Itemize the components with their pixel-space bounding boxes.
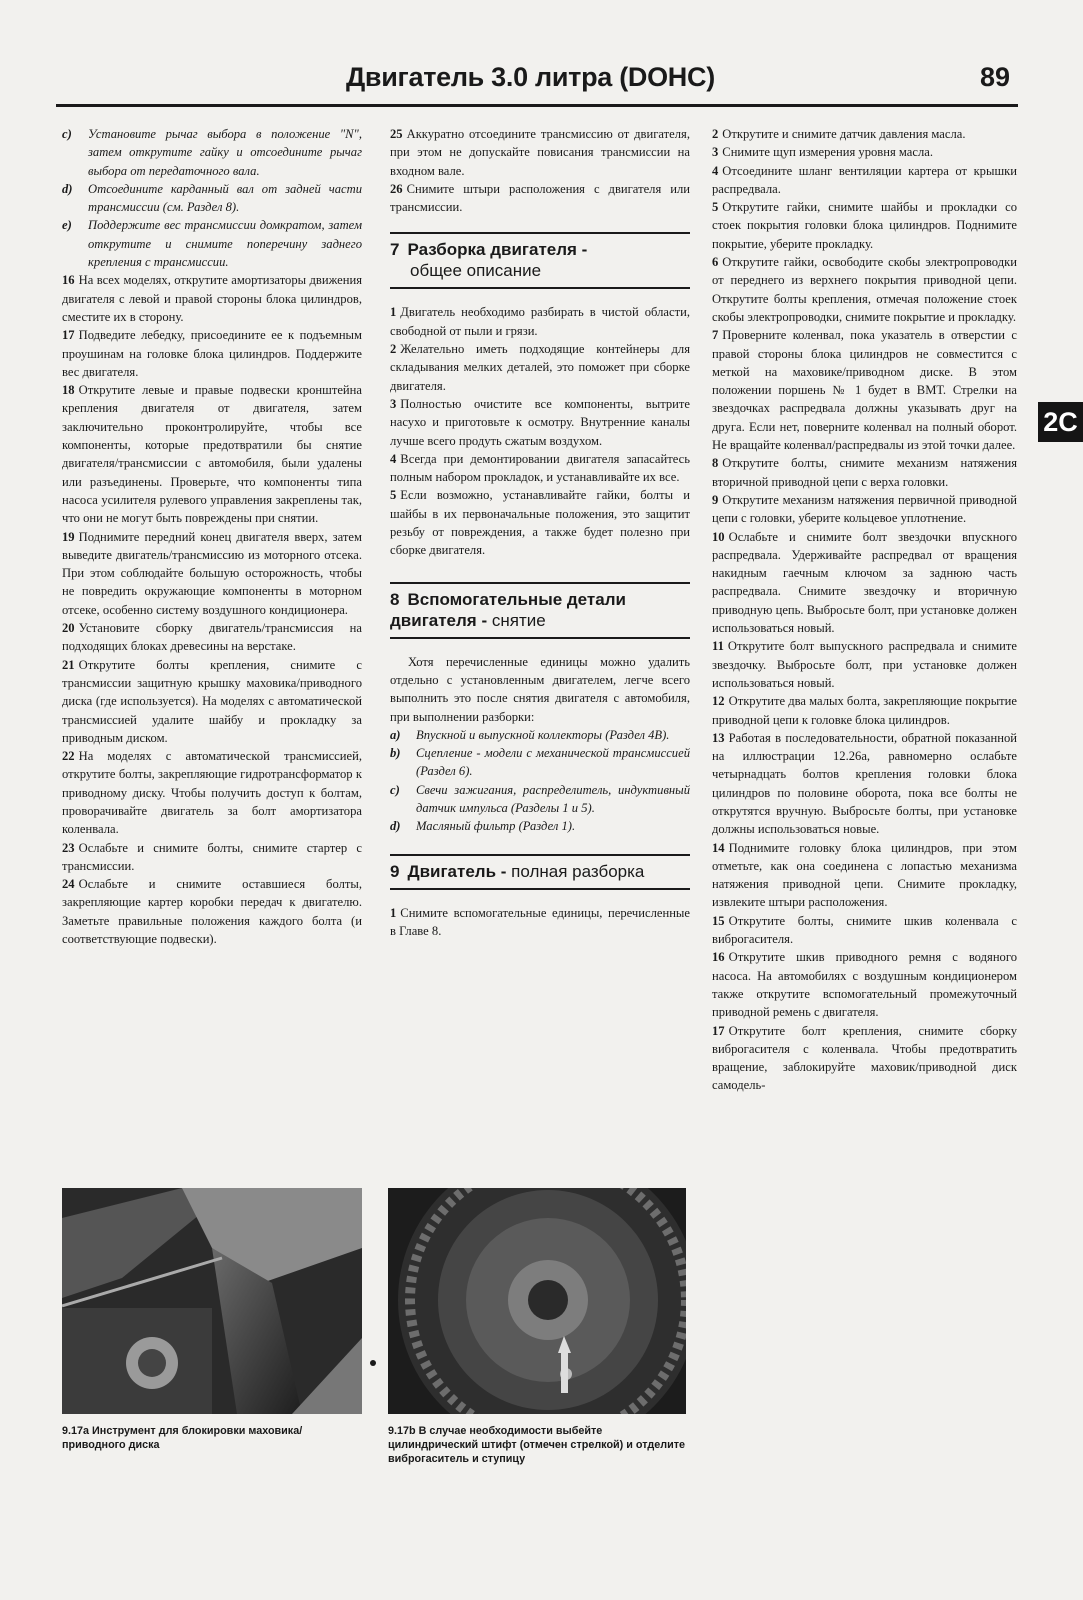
step-paragraph: 22 На моделях с автоматической трансмиссией, открутите болты, закрепляющие гидротрансформатор к приводному диску. Чтобы получить доступ к болтам, проворачивайте двигатель за болт амортизатора коленвала. bbox=[62, 749, 362, 837]
step-paragraph: 21 Открутите болты крепления, снимите с трансмиссии защитную крышку маховика/приводного диска (где используется). На моделях с автоматической трансмиссией удалите шайбу и прокладку за приводным диском. bbox=[62, 657, 362, 745]
step-paragraph: 17 Подведите лебедку, присоедините ее к подъемным проушинам на головке блока цилиндров. Поддержите вес двигателя. bbox=[62, 328, 362, 379]
section-heading-7: 7 Разборка двигателя - общее описание bbox=[390, 232, 690, 289]
step-paragraph: 12 Открутите два малых болта, закрепляющие покрытие приводной цепи к головке блока цилиндров. bbox=[712, 694, 1018, 727]
sub-item: b) Сцепление - модели с механической трансмиссией (Раздел 6). bbox=[390, 746, 690, 779]
step-paragraph: 5 Открутите гайки, снимите шайбы и прокладки со стоек покрытия головки блока цилиндров. Поднимите покрытие, уберите прокладку. bbox=[712, 200, 1017, 251]
step-paragraph: 6 Открутите гайки, освободите скобы электропроводки от переднего из верхнего покрытия приводной цепи. Открутите болты крепления, отмечая положение стоек скобы электропроводки, снимите покрытие и прокладку. bbox=[712, 255, 1017, 324]
photo-vibration-damper bbox=[388, 1188, 686, 1414]
sub-item: c) Свечи зажигания, распределитель, индуктивный датчик импульса (Разделы 1 и 5). bbox=[390, 782, 690, 816]
section-intro: Хотя перечисленные единицы можно удалить отдельно с установленным двигателем, легче всего выполнить это после снятия двигателя с автомобиля, при выполнении разборки: bbox=[390, 654, 690, 724]
step-paragraph: 24 Ослабьте и снимите оставшиеся болты, закрепляющие картер коробки передач к двигателю. Заметьте правильные положения каждого болта (и соответствующие подвески). bbox=[62, 877, 362, 947]
step-paragraph: 13 Работая в последовательности, обратной показанной на иллюстрации 12.26а, равномерно ослабьте четырнадцать болтов крепления головки блока цилиндров по половине оборота, пока все болты не открутятся вручную. Выбросьте болты, при установке должны использоваться новые. bbox=[712, 730, 1017, 837]
sub-item: d) Масляный фильтр (Раздел 1). bbox=[390, 819, 576, 834]
page-number: 89 bbox=[979, 62, 1010, 92]
sub-item: e) Поддержите вес трансмиссии домкратом, затем открутите и снимите поперечину заднего крепления с трансмиссии. bbox=[62, 218, 362, 270]
chapter-tab: 2C bbox=[1038, 402, 1083, 442]
step-paragraph: 14 Поднимите головку блока цилиндров, при этом отметьте, как она соединена с лопастью механизма натяжения приводной цепи. Снимите прокладку, извлеките штыри расположения. bbox=[712, 840, 1017, 910]
step-paragraph bbox=[712, 1095, 1017, 1113]
step-paragraph: 16 На всех моделях, открутите амортизаторы движения двигателя с левой и правой стороны блока цилиндров, сместите их в сторону. bbox=[62, 273, 362, 324]
sub-item: c) Установите рычаг выбора в положение "N", затем открутите гайку и отсоедините рычаг выбора от передаточного вала. bbox=[62, 127, 362, 178]
step-paragraph: 17 Открутите болт крепления, снимите сборку виброгасителя с коленвала. Чтобы предотвратить вращение, заблокируйте маховик/приводной диск самодель- bbox=[712, 1023, 1017, 1093]
step-paragraph: 18 Открутите левые и правые подвески кронштейна крепления двигателя от двигателя, затем заключительно проконтролируйте, чтобы все компоненты, которые предотвратили бы снятие двигателя/трансмиссии с автомобиля, были удалены или разъединены. Проверьте, что компоненты типа насоса усилителя рулевого управления закреплены так, что они не могут быть повреждены при снятии. bbox=[62, 383, 362, 526]
step-paragraph: 2 Желательно иметь подходящие контейнеры для складывания мелких деталей, это поможет при сборке двигателя. bbox=[390, 342, 690, 393]
column-middle bbox=[390, 125, 690, 940]
step-paragraph: 1 Снимите вспомогательные единицы, перечисленные в Главе 8. bbox=[390, 905, 690, 938]
step-paragraph: 11 Открутите болт выпускного распредвала и снимите звездочку. Выбросьте болт, при установке должен использоваться новый. bbox=[712, 639, 1017, 690]
damper-illustration bbox=[388, 1188, 686, 1414]
step-paragraph: 26 Снимите штыри расположения с двигателя или трансмиссии. bbox=[390, 181, 690, 215]
section-heading-9: 9 Двигатель - полная разборка bbox=[390, 854, 690, 890]
step-paragraph: 20 Установите сборку двигатель/трансмиссия на подходящих блоках древесины на верстаке. bbox=[62, 621, 362, 654]
step-paragraph: 7 Проверните коленвал, пока указатель в отверстии с правой стороны блока цилиндров не совместится с меткой на маховике/приводном диске. В этом положении поршень № 1 будет в ВМТ. Стрелки на звездочках распредвала должны указывать друг на друга. Если нет, поверните коленвал на полный оборот. Не вращайте коленвал/распредвалы из этой точки далее. bbox=[712, 328, 1017, 453]
bullet-dot bbox=[370, 1360, 376, 1366]
page-title: Двигатель 3.0 литра (DOHC) bbox=[346, 62, 715, 92]
figure-caption: 9.17b В случае необходимости выбейте цилиндрический штифт (отмечен стрелкой) и отделите виброгаситель и ступицу bbox=[388, 1425, 686, 1465]
step-paragraph: 4 Всегда при демонтировании двигателя запасайтесь полным набором прокладок, и устанавливайте их все. bbox=[390, 451, 690, 485]
step-paragraph: 3 Полностью очистите все компоненты, вытрите насухо и приготовьте к осмотру. Внутренние каналы лучше всего продуть сжатым воздухом. bbox=[390, 396, 690, 448]
step-paragraph: 15 Открутите болты, снимите шкив коленвала с виброгасителя. bbox=[712, 913, 1017, 947]
step-paragraph: 8 Открутите болты, снимите механизм натяжения вторичной приводной цепи с верха головки. bbox=[712, 456, 1017, 489]
step-paragraph: 9 Открутите механизм натяжения первичной приводной цепи с головки, уберите кольцевое уплотнение. bbox=[712, 492, 1017, 526]
column-left bbox=[62, 125, 362, 948]
step-paragraph: 1 Двигатель необходимо разбирать в чистой области, свободной от пыли и грязи. bbox=[390, 305, 690, 338]
step-paragraph: 4 Отсоедините шланг вентиляции картера от крышки распредвала. bbox=[712, 163, 1017, 196]
sub-item: a) Впускной и выпускной коллекторы (Раздел 4В). bbox=[390, 727, 670, 742]
step-paragraph: 10 Ослабьте и снимите болт звездочки впускного распредвала. Удерживайте распредвал от вращения накидным гаечным ключом за заднюю часть распредвала. Снимите звездочку и вторичную приводную цепь. Выбросьте болт, при установке должен использоваться новый. bbox=[712, 529, 1017, 636]
step-paragraph: 23 Ослабьте и снимите болты, снимите стартер с трансмиссии. bbox=[62, 840, 362, 873]
photo-flywheel-locking-tool bbox=[62, 1188, 362, 1414]
section-heading-8: 8 Вспомогательные детали двигателя - снятие bbox=[390, 582, 690, 639]
flywheel-tool-illustration bbox=[62, 1188, 362, 1414]
step-paragraph: 25 Аккуратно отсоедините трансмиссию от двигателя, при этом не допускайте повисания трансмиссии на входном вале. bbox=[390, 127, 690, 178]
step-paragraph: 5 Если возможно, устанавливайте гайки, болты и шайбы в их первоначальные положения, это защитит резьбу от повреждения, а также будет полезно при сборке двигателя. bbox=[390, 488, 690, 558]
page-header bbox=[56, 60, 1018, 107]
column-right bbox=[712, 125, 1017, 1113]
step-paragraph: 3 Снимите щуп измерения уровня масла. bbox=[712, 145, 934, 160]
step-paragraph: 19 Поднимите передний конец двигателя вверх, затем выведите двигатель/трансмиссию из моторного отсека. При этом соблюдайте большую осторожность, чтобы не повредить окружающие компоненты в моторном отсеке, особенно систему воздушного кондиционера. bbox=[62, 529, 362, 617]
figure-caption: 9.17a Инструмент для блокировки маховика/приводного диска bbox=[62, 1425, 303, 1451]
step-paragraph: 16 Открутите шкив приводного ремня с водяного насоса. На автомобилях с воздушным кондиционером также открутите вспомогательный промежуточный приводной ремень с двигателя. bbox=[712, 950, 1017, 1020]
sub-item: d) Отсоедините карданный вал от задней части трансмиссии (см. Раздел 8). bbox=[62, 181, 362, 215]
step-paragraph: 2 Открутите и снимите датчик давления масла. bbox=[712, 127, 966, 141]
